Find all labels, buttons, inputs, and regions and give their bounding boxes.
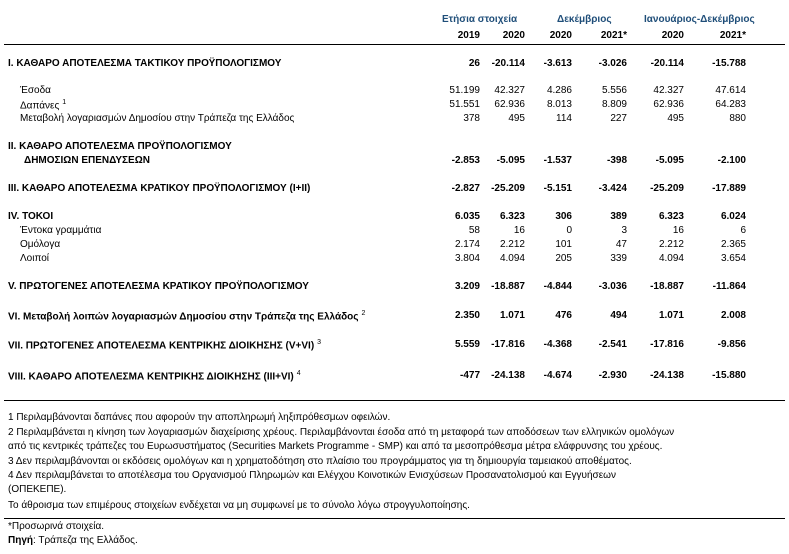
row-label — [20, 113, 294, 124]
row-label-text: Ομόλογα — [20, 239, 61, 250]
cell-value: 1.071 — [499, 310, 525, 321]
footnote-line: 4 Δεν περιλαμβάνεται το αποτέλεσμα του Οργανισμού Πληρωμών και Ελέγχου Κοινοτικών Ενισχύσεων Προσανατολισμού και Εγγυήσεων — [8, 470, 616, 481]
row-label — [8, 310, 365, 322]
row-label — [20, 99, 66, 111]
cell-value: 4.094 — [499, 253, 525, 264]
cell-value: 2.212 — [658, 239, 684, 250]
row-label-text: ΙΙ. ΚΑΘΑΡΟ ΑΠΟΤΕΛΕΣΜΑ ΠΡΟΫΠΟΛΟΓΙΣΜΟΥ — [8, 141, 232, 152]
cell-value: 42.327 — [494, 85, 525, 96]
row-label — [20, 85, 51, 96]
cell-value: -24.138 — [491, 370, 525, 381]
cell-value: 5.556 — [601, 85, 627, 96]
cell-value: 4.094 — [658, 253, 684, 264]
cell-value: -4.368 — [543, 339, 572, 350]
row-label-text: VI. Μεταβολή λοιπών λογαριασμών Δημοσίου στην Τράπεζα της Ελλάδος — [8, 311, 359, 323]
cell-value: 8.809 — [601, 99, 627, 110]
row-label-text: ΙV. ΤΟΚΟΙ — [8, 211, 54, 222]
cell-value: -3.026 — [598, 58, 627, 69]
cell-value: 8.013 — [546, 99, 572, 110]
table-bottom-rule — [4, 400, 785, 401]
cell-value: -11.864 — [712, 281, 746, 292]
row-label-text: Δαπάνες — [20, 100, 60, 112]
cell-value: 2.365 — [720, 239, 746, 250]
cell-value: 6.024 — [720, 211, 746, 222]
cell-value: 6.035 — [454, 211, 480, 222]
row-label-text: Έντοκα γραμμάτια — [20, 225, 102, 236]
cell-value: 114 — [556, 113, 572, 124]
cell-value: 2.174 — [454, 239, 480, 250]
row-label — [8, 183, 310, 194]
row-label-text: V. ΠΡΩΤΟΓΕΝΕΣ ΑΠΟΤΕΛΕΣΜΑ ΚΡΑΤΙΚΟΥ ΠΡΟΫΠΟΛΟΓΙΣΜΟΥ — [8, 281, 309, 292]
cell-value: 2.212 — [499, 239, 525, 250]
cell-value: 389 — [610, 211, 627, 222]
cell-value: -18.887 — [650, 281, 684, 292]
cell-value: -3.424 — [598, 183, 627, 194]
row-label — [20, 253, 49, 264]
cell-value: -2.853 — [451, 155, 480, 166]
row-label — [8, 339, 321, 351]
cell-value: -3.036 — [598, 281, 627, 292]
cell-value: 1.071 — [658, 310, 684, 321]
cell-value: 62.936 — [653, 99, 684, 110]
cell-value: 3 — [621, 225, 627, 236]
row-label-text: Έσοδα — [20, 85, 51, 96]
header-year: 2020 — [661, 30, 684, 41]
cell-value: 6.323 — [499, 211, 525, 222]
header-group-jan-dec: Ιανουάριος-Δεκέμβριος — [644, 14, 755, 25]
cell-value: 227 — [610, 113, 627, 124]
source-label: Πηγή — [8, 535, 33, 546]
cell-value: 6 — [740, 225, 746, 236]
cell-value: 880 — [729, 113, 746, 124]
cell-value: 42.327 — [653, 85, 684, 96]
cell-value: 378 — [463, 113, 480, 124]
header-year: 2020 — [549, 30, 572, 41]
cell-value: 495 — [667, 113, 684, 124]
header-year: 2019 — [457, 30, 480, 41]
cell-value: 3.654 — [720, 253, 746, 264]
row-label — [20, 225, 101, 236]
cell-value: 64.283 — [715, 99, 746, 110]
cell-value: 101 — [555, 239, 572, 250]
header-year: 2021* — [600, 30, 627, 41]
cell-value: -15.880 — [712, 370, 746, 381]
cell-value: -2.930 — [598, 370, 627, 381]
footnote-marker: 2 — [361, 310, 366, 317]
source-note — [8, 535, 138, 546]
cell-value: -477 — [459, 370, 480, 381]
row-label-text: Μεταβολή λογαριασμών Δημοσίου στην Τράπεζα της Ελλάδος — [20, 113, 295, 124]
provisional-note: *Προσωρινά στοιχεία. — [8, 521, 105, 532]
cell-value: -20.114 — [491, 58, 525, 69]
row-label-text: VIII. ΚΑΘΑΡΟ ΑΠΟΤΕΛΕΣΜΑ ΚΕΝΤΡΙΚΗΣ ΔΙΟΙΚΗΣΗΣ (III+VI) — [8, 371, 294, 383]
footnote-line: Το άθροισμα των επιμέρους στοιχείων ενδέχεται να μη συμφωνεί με το σύνολο λόγω στρογγυλοποίησης. — [8, 500, 470, 511]
cell-value: 3.209 — [454, 281, 480, 292]
cell-value: 339 — [610, 253, 627, 264]
cell-value: -17.889 — [712, 183, 746, 194]
cell-value: 62.936 — [494, 99, 525, 110]
row-label-text: ΙΙΙ. ΚΑΘΑΡΟ ΑΠΟΤΕΛΕΣΜΑ ΚΡΑΤΙΚΟΥ ΠΡΟΫΠΟΛΟΓΙΣΜΟΥ (Ι+ΙΙ) — [8, 183, 311, 194]
footnote-line: 2 Περιλαμβάνεται η κίνηση των λογαριασμών διαχείρισης χρέους. Περιλαμβάνονται έσοδα από τη μεταφορά των αποδόσεων των ελληνικών ομολόγων — [8, 427, 675, 438]
cell-value: 495 — [508, 113, 525, 124]
cell-value: 6.323 — [658, 211, 684, 222]
cell-value: -25.209 — [650, 183, 684, 194]
cell-value: -2.100 — [717, 155, 746, 166]
cell-value: 4.286 — [546, 85, 572, 96]
cell-value: -25.209 — [491, 183, 525, 194]
cell-value: 26 — [468, 58, 480, 69]
cell-value: -1.537 — [543, 155, 572, 166]
cell-value: -17.816 — [650, 339, 684, 350]
cell-value: 58 — [468, 225, 480, 236]
source-text: : Τράπεζα της Ελλάδος. — [33, 535, 138, 546]
cell-value: -5.095 — [655, 155, 684, 166]
cell-value: -2.541 — [598, 339, 627, 350]
row-label-continued: ΔΗΜΟΣΙΩΝ ΕΠΕΝΔΥΣΕΩΝ — [24, 155, 150, 166]
cell-value: -4.844 — [543, 281, 572, 292]
cell-value: 306 — [555, 211, 572, 222]
cell-value: -5.151 — [543, 183, 572, 194]
cell-value: -3.613 — [543, 58, 572, 69]
row-label-text: VII. ΠΡΩΤΟΓΕΝΕΣ ΑΠΟΤΕΛΕΣΜΑ ΚΕΝΤΡΙΚΗΣ ΔΙΟΙΚΗΣΗΣ (V+VI) — [8, 340, 315, 352]
header-group-annual: Ετήσια στοιχεία — [442, 14, 518, 25]
footnote-marker: 4 — [296, 370, 301, 377]
row-label — [8, 281, 309, 292]
cell-value: -24.138 — [650, 370, 684, 381]
cell-value: 0 — [566, 225, 572, 236]
cell-value: 476 — [555, 310, 572, 321]
cell-value: -2.827 — [451, 183, 480, 194]
header-year: 2020 — [502, 30, 525, 41]
row-label — [8, 141, 232, 152]
footnote-line: από τις κεντρικές τράπεζες του Ευρωσυστήματος (Securities Markets Programme - SMP) και από τα μεσοπρόθεσμα μέτρα ελάφρυνσης του χρέους. — [8, 441, 663, 452]
cell-value: 2.350 — [454, 310, 480, 321]
header-year: 2021* — [719, 30, 746, 41]
footnote-line: (ΟΠΕΚΕΠΕ). — [8, 484, 67, 495]
cell-value: 205 — [555, 253, 572, 264]
row-label-text: Ι. ΚΑΘΑΡΟ ΑΠΟΤΕΛΕΣΜΑ ΤΑΚΤΙΚΟΥ ΠΡΟΫΠΟΛΟΓΙΣΜΟΥ — [8, 58, 282, 69]
notes-rule — [4, 518, 785, 519]
cell-value: -15.788 — [712, 58, 746, 69]
cell-value: -20.114 — [650, 58, 684, 69]
cell-value: 47 — [615, 239, 627, 250]
cell-value: -9.856 — [717, 339, 746, 350]
row-label-text: Λοιποί — [20, 253, 50, 264]
cell-value: 16 — [672, 225, 684, 236]
cell-value: 494 — [610, 310, 627, 321]
cell-value: 47.614 — [715, 85, 746, 96]
cell-value: 5.559 — [454, 339, 480, 350]
cell-value: -17.816 — [491, 339, 525, 350]
cell-value: -5.095 — [496, 155, 525, 166]
header-group-december: Δεκέμβριος — [557, 14, 612, 25]
row-label — [20, 239, 60, 250]
cell-value: -4.674 — [543, 370, 572, 381]
footnote-line: 1 Περιλαμβάνονται δαπάνες που αφορούν την αποπληρωμή ληξιπρόθεσμων οφειλών. — [8, 412, 391, 423]
cell-value: -18.887 — [491, 281, 525, 292]
cell-value: -398 — [606, 155, 627, 166]
header-rule — [4, 44, 785, 45]
footnote-marker: 3 — [317, 339, 322, 346]
cell-value: 16 — [513, 225, 525, 236]
row-label — [8, 58, 281, 69]
cell-value: 2.008 — [720, 310, 746, 321]
row-label — [8, 370, 301, 382]
footnote-line: 3 Δεν περιλαμβάνονται οι εκδόσεις ομολόγων και η χρηματοδότηση στο πλαίσιο του προγράμματος για τη δημιουργία ταμειακού αποθέματος. — [8, 456, 632, 467]
cell-value: 3.804 — [454, 253, 480, 264]
cell-value: 51.199 — [449, 85, 480, 96]
row-label — [8, 211, 53, 222]
footnote-marker: 1 — [62, 99, 67, 106]
cell-value: 51.551 — [449, 99, 480, 110]
